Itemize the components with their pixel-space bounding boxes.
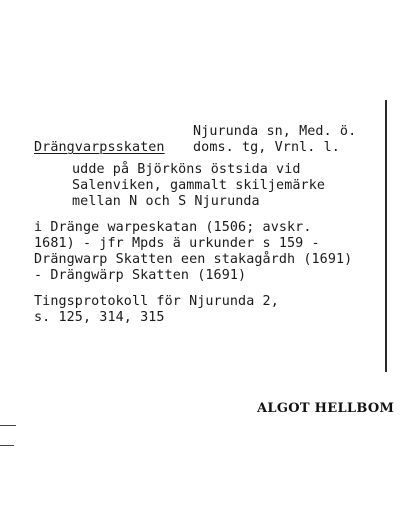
author-signature-stamp: ALGOT HELLBOM: [257, 401, 395, 416]
headword: Drängvarpsskaten: [34, 140, 165, 155]
parish-line: Njurunda sn, Med. ö.: [193, 124, 357, 139]
description-line: mellan N och S Njurunda: [72, 194, 260, 209]
source-line: 1681) - jfr Mpds ä urkunder s 159 -: [34, 236, 320, 251]
left-edge-mark: [0, 445, 14, 446]
reference-line: s. 125, 314, 315: [34, 310, 165, 325]
source-line: i Dränge warpeskatan (1506; avskr.: [34, 220, 312, 235]
reference-line: Tingsprotokoll för Njurunda 2,: [34, 294, 279, 309]
left-edge-mark: [0, 425, 16, 426]
description-line: Salenviken, gammalt skiljemärke: [72, 178, 326, 193]
source-line: - Drängwärp Skatten (1691): [34, 268, 247, 283]
right-margin-rule: [385, 100, 387, 372]
domain-line: doms. tg, Vrnl. l.: [193, 140, 340, 155]
description-line: udde på Björköns östsida vid: [72, 162, 301, 177]
source-line: Drängwarp Skatten een stakagårdh (1691): [34, 252, 353, 267]
